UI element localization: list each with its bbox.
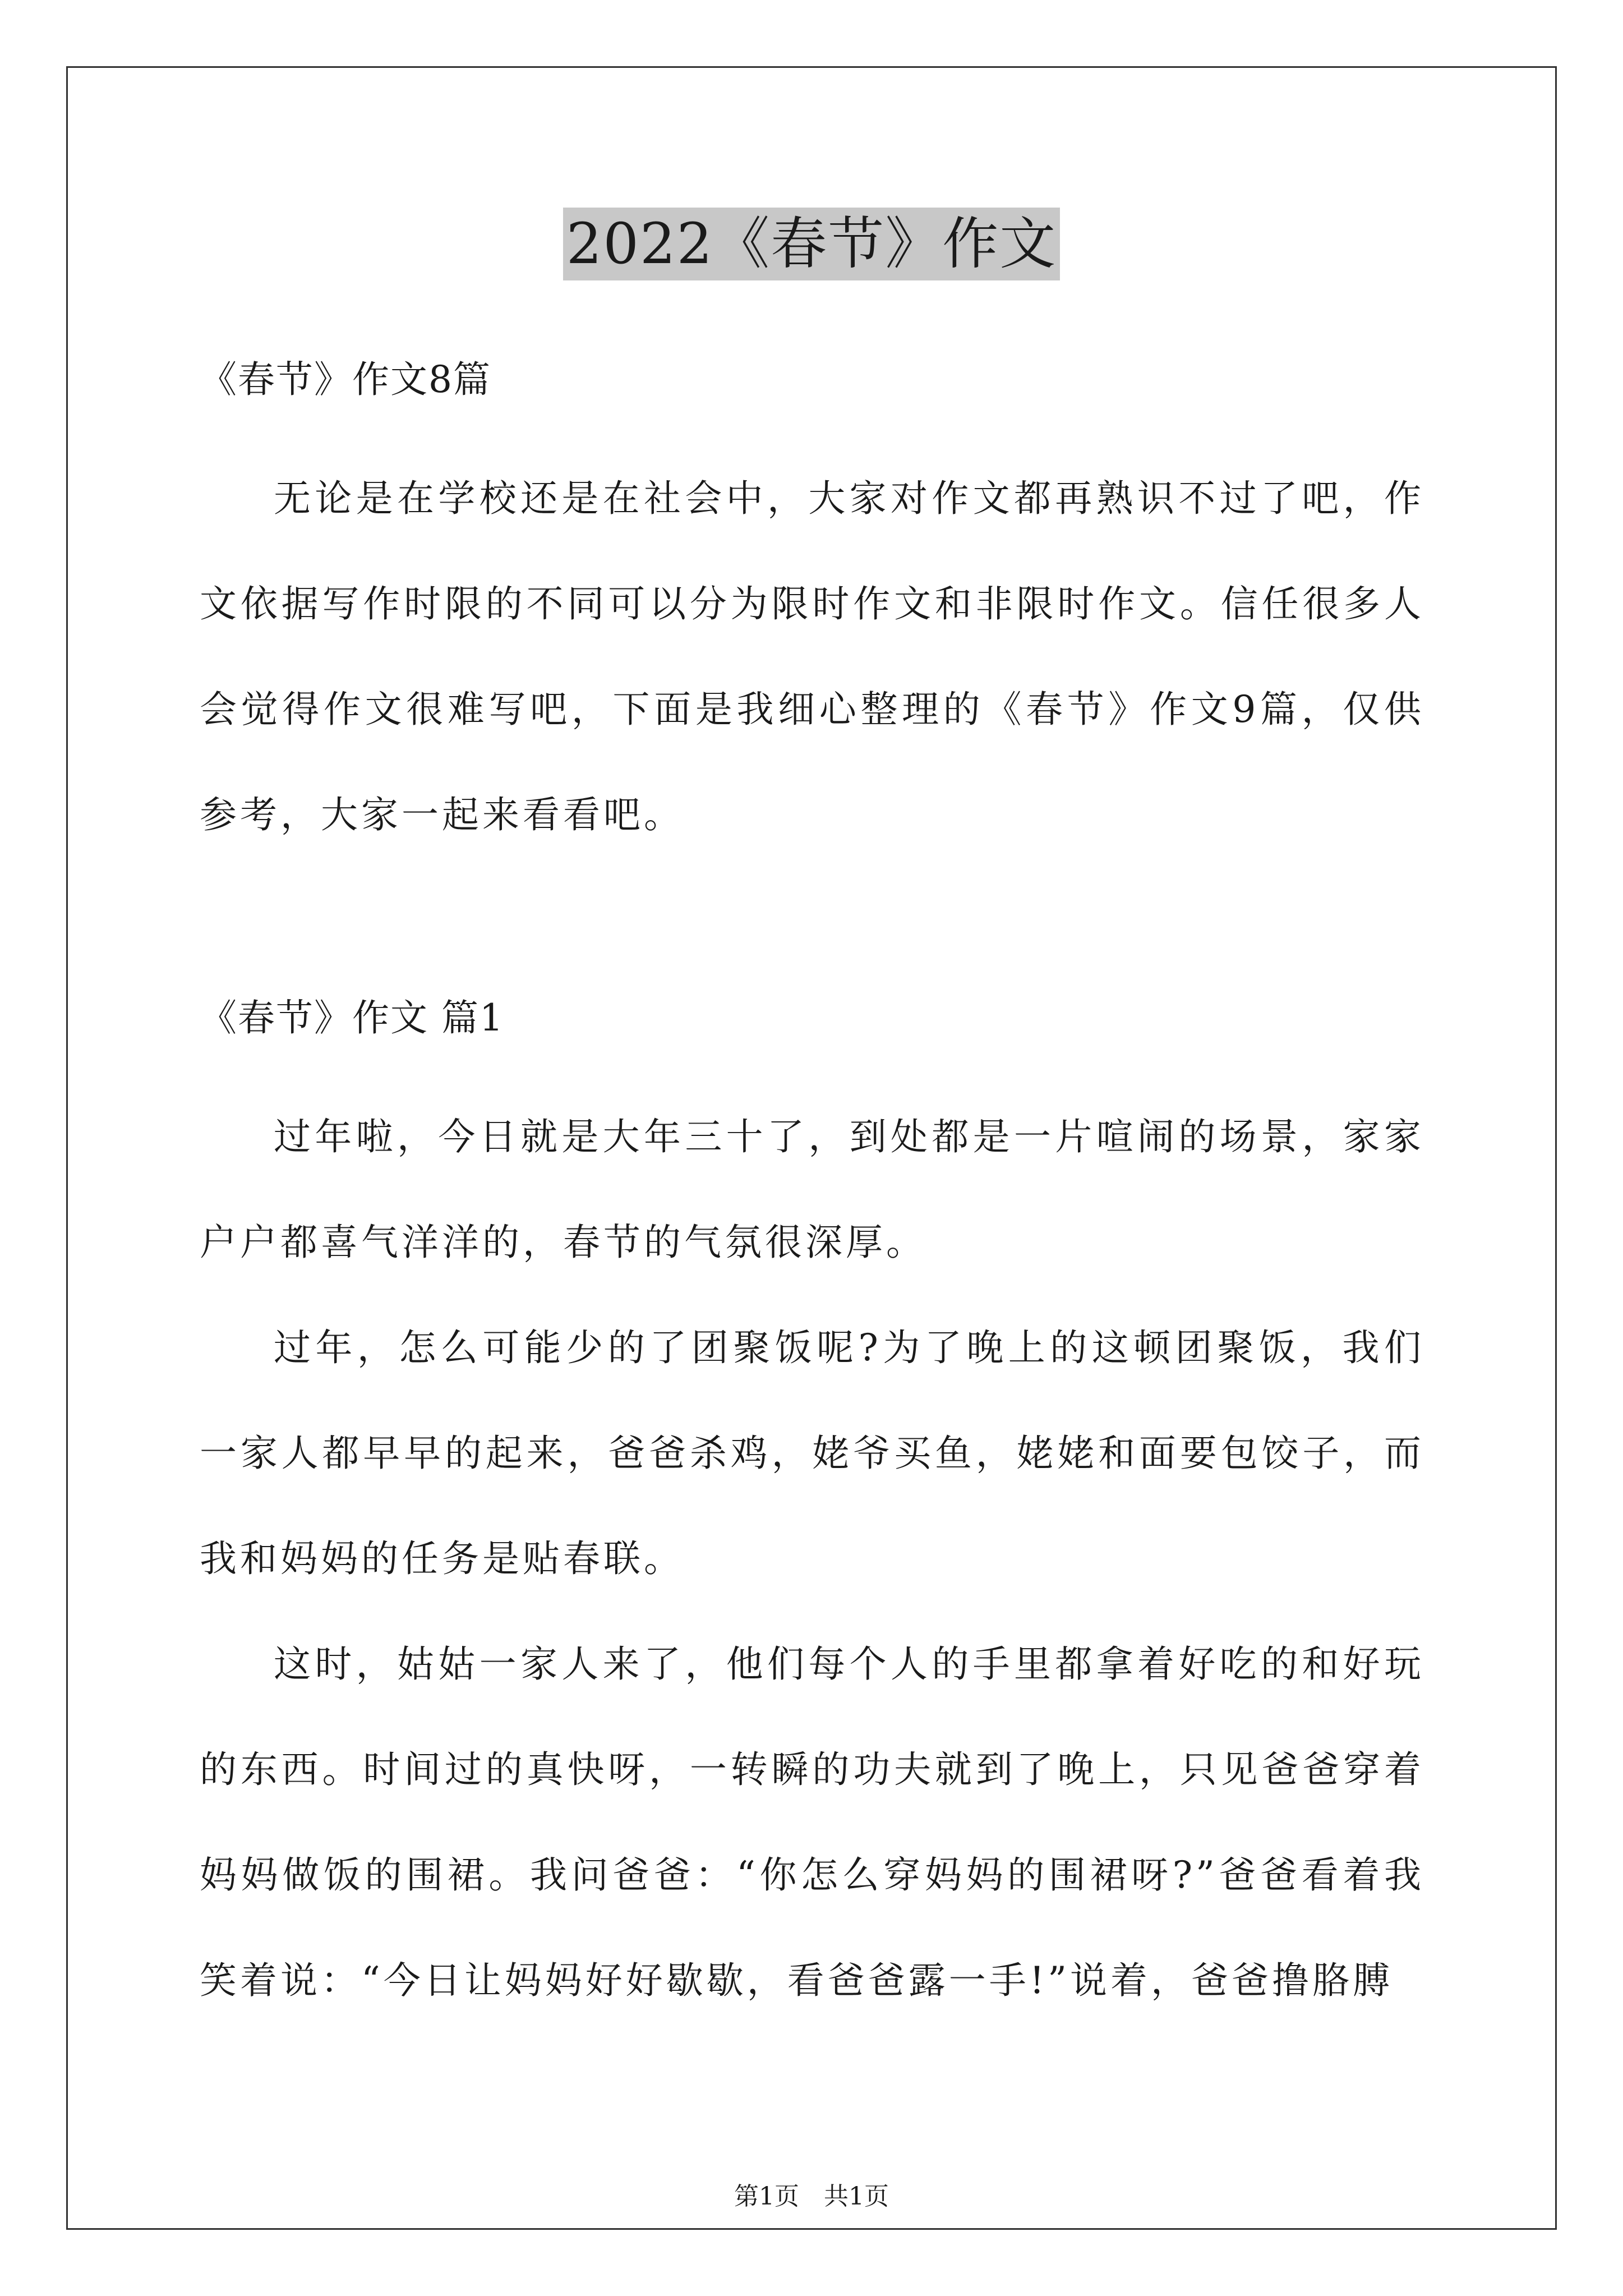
section-heading: 《春节》作文 篇1	[200, 996, 504, 1039]
page-footer: 第1页 共1页	[734, 2182, 889, 2211]
intro-heading: 《春节》作文8篇	[200, 358, 491, 401]
title-container	[0, 208, 1623, 280]
body-paragraph-1: 过年啦，今日就是大年三十了，到处都是一片喧闹的场景，家家户户都喜气洋洋的，春节的气氛很深厚。	[200, 1115, 1424, 1264]
body-paragraph-2: 过年，怎么可能少的了团聚饭呢?为了晚上的这顿团聚饭，我们一家人都早早的起来，爸爸杀鸡，姥爷买鱼，姥姥和面要包饺子，而我和妈妈的任务是贴春联。	[200, 1326, 1424, 1580]
document-title: 2022《春节》作文	[563, 208, 1061, 280]
intro-paragraph: 无论是在学校还是在社会中，大家对作文都再熟识不过了吧，作文依据写作时限的不同可以分为限时作文和非限时作文。信任很多人会觉得作文很难写吧，下面是我细心整理的《春节》作文9篇，仅供参考，大家一起来看看吧。	[200, 477, 1424, 836]
body-paragraph-3: 这时，姑姑一家人来了，他们每个人的手里都拿着好吃的和好玩的东西。时间过的真快呀，一转瞬的功夫就到了晚上，只见爸爸穿着妈妈做饭的围裙。我问爸爸：“你怎么穿妈妈的围裙呀?”爸爸看着我笑着说：“今日让妈妈好好歇歇，看爸爸露一手!”说着，爸爸撸胳膊	[200, 1642, 1424, 2002]
document-body	[200, 345, 1424, 2033]
